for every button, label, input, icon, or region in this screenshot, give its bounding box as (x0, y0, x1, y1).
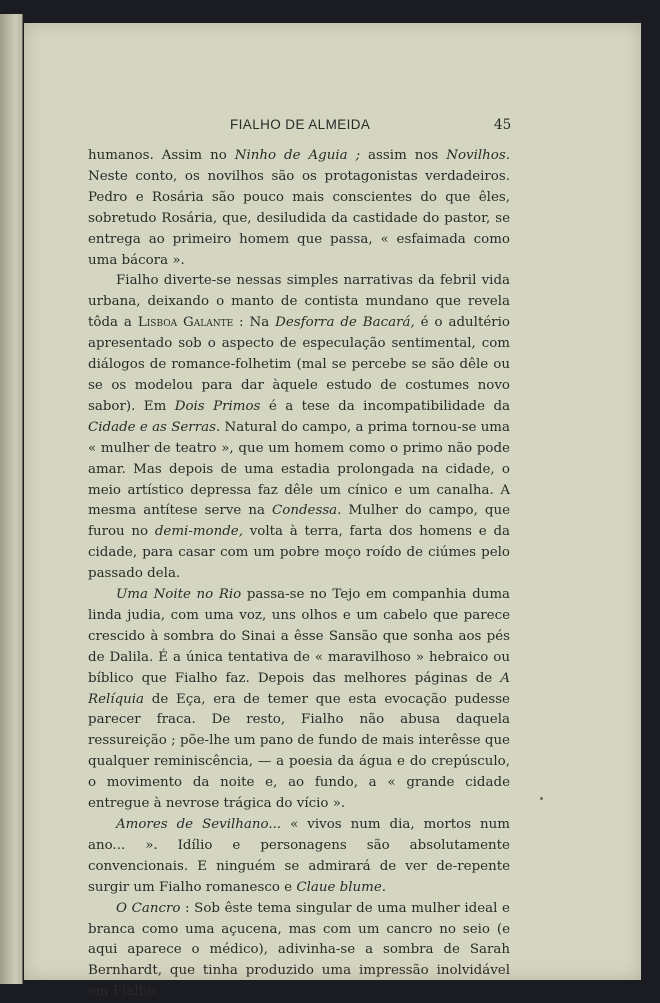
body-text (88, 146, 510, 1003)
page-number: 45 (494, 117, 512, 133)
paragraph (88, 899, 510, 1003)
text-run: passa-se no Tejo em companhia duma linda judia, com uma voz, uns olhos e um cabelo que parece crescido à sombra do Sinai a êsse Sansão que sonha aos pés de Dalila. É a única tentativa de « maravilhoso » hebraico ou bíblico que Fialho faz. Depois das melhores páginas de (88, 587, 510, 686)
text-run: assim nos (360, 148, 447, 163)
italic-run: Condessa. (272, 503, 342, 519)
text-run: volta à terra, farta dos homens e da cidade, para casar com um pobre moço roído de ciúmes pelo passado dela. (88, 524, 510, 582)
running-title: FIALHO DE ALMEIDA (230, 117, 371, 132)
italic-run: O Cancro (116, 900, 181, 916)
text-run: de Eça, era de temer que esta evocação pudesse parecer fraca. De resto, Fialho não abusa daquela ressureição ; põe-lhe um pano de fundo de mais interêsse que qualquer reminiscência, — a poesia da água e do crepúsculo, o movimento da noite e, ao fundo, a « grande cidade entregue à nevrose trágica do vício ». (88, 691, 510, 812)
paragraph (88, 815, 510, 899)
text-run: Neste conto, os novilhos são os protagonistas verdadeiros. Pedro e Rosária são pouco mais conscientes do que êles, sobretudo Rosária, que, desiludida da castidade do pastor, se entrega ao primeiro homem que passa, « esfaimada como uma bácora ». (88, 168, 510, 268)
italic-run: demi-monde, (154, 524, 243, 540)
text-run: é o adultério apresentado sob o aspecto de especulação sentimental, com diálogos de romance-folhetim (mal se percebe se são dêle ou se os modelou para dar àquele estudo de costumes novo sabor). Em (88, 315, 510, 414)
italic-run: Amores de Sevilhano... (116, 817, 282, 832)
text-run: Natural do campo, a prima tornou-se uma « mulher de teatro », que um homem como o primo não pode amar. Mas depois de uma estadia prolongada na cidade, o meio artístico depressa faz dêle um cínico e um canalha. A mesma antítese serve na (88, 419, 510, 519)
italic-run: Desforra de Bacará, (275, 315, 415, 331)
text-run: humanos. Assim no (88, 148, 235, 163)
text-run: « vivos num dia, mortos num ano... ». Idílio e personagens são absolutamente convencionais. E ninguém se admirará de ver de-repente surgir um Fialho romanesco e (88, 817, 510, 895)
italic-run: Claue blume. (296, 879, 387, 895)
italic-run: Dois Primos (174, 398, 261, 414)
text-run: : Na (233, 315, 276, 331)
paragraph (88, 146, 510, 271)
text-run: : Sob êste tema singular de uma mulher ideal e branca como uma açucena, mas com um cancro no seio (e aqui aparece o médico), adivinha-se a sombra de Sarah Bernhardt, que tinha produzido uma impressão inolvidável em Fialho. (88, 900, 510, 1000)
small-caps-run: Lisboa Galante (137, 315, 234, 331)
text-run: Fialho diverte-se nessas simples narrativas da febril vida urbana, deixando o manto de contista mundano que revela tôda a (88, 273, 510, 331)
page-header (24, 117, 641, 137)
text-run: é a tese da incompatibilidade da (260, 398, 511, 414)
paragraph (88, 585, 510, 815)
italic-run: Novilhos. (446, 148, 510, 163)
italic-run: Uma Noite no Rio (116, 587, 242, 603)
left-page-edge (0, 14, 23, 984)
italic-run: Cidade e as Serras. (88, 419, 221, 435)
italic-run: A Relíquia (88, 670, 510, 707)
ink-speck (540, 797, 543, 800)
paragraph (88, 271, 510, 585)
italic-run: Ninho de Aguia ; (234, 148, 361, 163)
text-run: Mulher do campo, que furou no (88, 503, 510, 540)
